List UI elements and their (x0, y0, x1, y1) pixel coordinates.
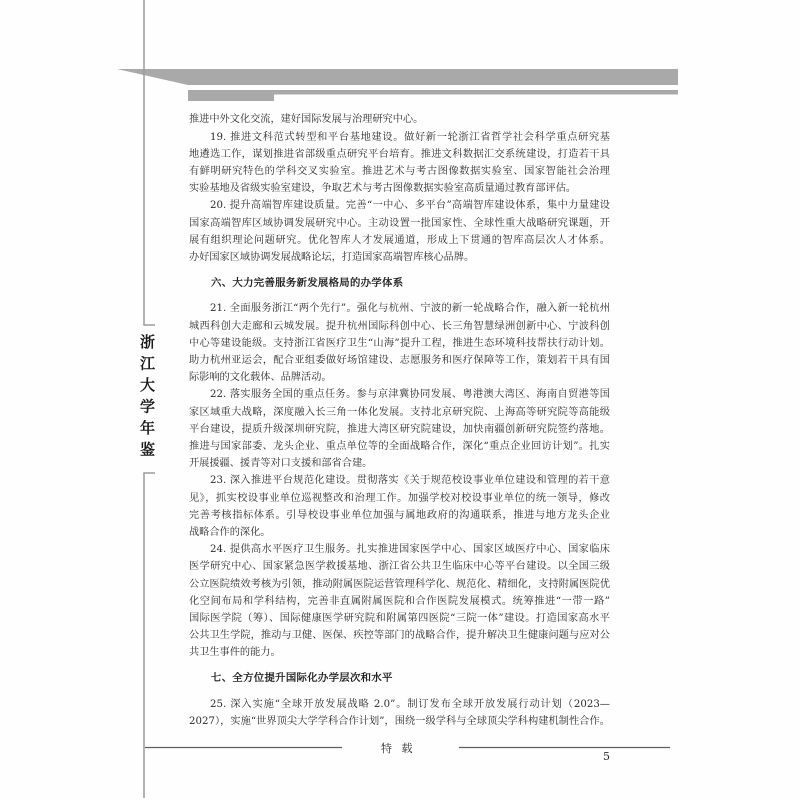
paragraph-22-line: 开展援疆、援青等对口支援和部省合建。 (189, 458, 373, 470)
paragraph-24-line: 化空间布局和学科结构，完善非直属附属医院和合作医院发展模式。统筹推进“一带一路” (189, 595, 610, 607)
paragraph-24-line: 国际医学院（筹）、国际健康医学研究院和附属第四医院“三院一体”建设。打造国家高水平 (189, 613, 610, 624)
paragraph-19-line: 实验基地及省级实验室建设，争取艺术与考古图像数据实验室高质量通过教育部评估。 (189, 183, 577, 195)
paragraph-20-line: 展有组织理论问题研究。优化智库人才发展通道，形成上下贯通的智库高层次人才体系。 (189, 234, 610, 246)
paragraph-21-line: 助力杭州亚运会，配合亚组委做好场馆建设、志愿服务和医疗保障等工作，策划若干具有国 (189, 355, 610, 366)
paragraph-19-line: 地遴选工作，谋划推进省部级重点研究平台培育。推进文科数据汇交系统建设，打造若干具 (189, 148, 610, 160)
paragraph-21-line: 际影响的文化载体、品牌活动。 (189, 372, 332, 384)
paragraph-24-line: 医学研究中心、国家紧急医学救援基地、浙江省公共卫生临床中心等平台建设。以全国三级 (189, 561, 610, 573)
paragraph-24-line: 共卫生事件的能力。 (189, 647, 281, 659)
paragraph-25-line: 2027），实施“世界顶尖大学学科合作计划”，围绕一级学科与全球顶尖学科构建机制性合作。 (189, 716, 610, 728)
paragraph-22-line: 平台建设，提质升级深圳研究院，推进大湾区研究院建设，加快南疆创新研究院签约落地。 (189, 423, 610, 435)
paragraph-19-line: 有鲜明研究特色的学科交叉实验室。推进艺术与考古图像数据实验室、国家智能社会治理 (189, 166, 610, 177)
header-band (117, 69, 678, 85)
paragraph-24-line: 公共卫生学院，推动与卫健、医保、疾控等部门的战略合作，提升解决卫生健康问题与应对公 (189, 630, 610, 642)
side-title: 浙江大学年鉴 (138, 334, 156, 463)
paragraph-20-line: 办好国家区域协调发展战略论坛，打造国家高端智库核心品牌。 (189, 252, 475, 263)
paragraph-20-line: 20. 提升高端智库建设质量。完善“一中心、多平台”高端智库建设体系，集中力量建设 (210, 200, 610, 212)
paragraph-21-line: 中心等建设能级。支持浙江省医疗卫生“山海”提升工程，推进生态环境科技帮扶行动计划。 (189, 337, 610, 349)
paragraph-21-line: 21. 全面服务浙江“两个先行”。强化与杭州、宁波的新一轮战略合作，融入新一轮杭州 (210, 303, 610, 315)
paragraph-20-line: 国家高端智库区域协调发展研究中心。主动设置一批国家性、全球性重大战略研究课题，开 (189, 217, 610, 229)
footer-section-label: 特 载 (381, 742, 416, 755)
paragraph-22-line: 家区域重大战略，深度融入长三角一体化发展。支持北京研究院、上海高等研究院等高能级 (189, 406, 610, 418)
paragraph-21-line: 城西科创大走廊和云城发展。提升杭州国际科创中心、长三角智慧绿洲创新中心、宁波科创 (189, 320, 610, 332)
paragraph-line: 推进中外文化交流，建好国际发展与治理研究中心。 (189, 114, 424, 126)
paragraph-23-line: 见》，抓实校设事业单位巡视整改和治理工作。加强学校对校设事业单位的统一领导，修改 (189, 492, 610, 504)
paragraph-23-line: 战略合作的深化。 (189, 527, 271, 538)
paragraph-25-line: 25. 深入实施“全球开放发展战略 2.0”。制订发布全球开放发展行动计划（2023— (210, 699, 610, 711)
paragraph-23-line: 23. 深入推进平台规范化建设。贯彻落实《关于规范校设事业单位建设和管理的若干意 (210, 475, 610, 487)
paragraph-24-line: 24. 提供高水平医疗卫生服务。扎实推进国家医学中心、国家区域医疗中心、国家临床 (210, 544, 610, 556)
paragraph-22-line: 推进与国家部委、龙头企业、重点单位等的全面战略合作，深化“重点企业回访计划”。扎实 (189, 441, 610, 452)
page-number: 5 (603, 750, 610, 763)
paragraph-22-line: 22. 落实服务全国的重点任务。参与京津冀协同发展、粤港澳大湾区、海南自贸港等国 (210, 389, 610, 401)
header-block (188, 90, 274, 101)
paragraph-24-line: 公立医院绩效考核为引领，推动附属医院运营管理科学化、规范化、精细化，支持附属医院优 (189, 578, 610, 590)
paragraph-19-line: 19. 推进文科范式转型和平台基地建设。做好新一轮浙江省哲学社会科学重点研究基 (210, 131, 610, 143)
paragraph-23-line: 完善考核指标体系。引导校设事业单位加强与属地政府的沟通联系，推进与地方龙头企业 (189, 509, 610, 521)
section-heading-7: 七、全方位提升国际化办学层次和水平 (211, 672, 393, 685)
section-heading-6: 六、大力完善服务新发展格局的办学体系 (211, 277, 404, 290)
